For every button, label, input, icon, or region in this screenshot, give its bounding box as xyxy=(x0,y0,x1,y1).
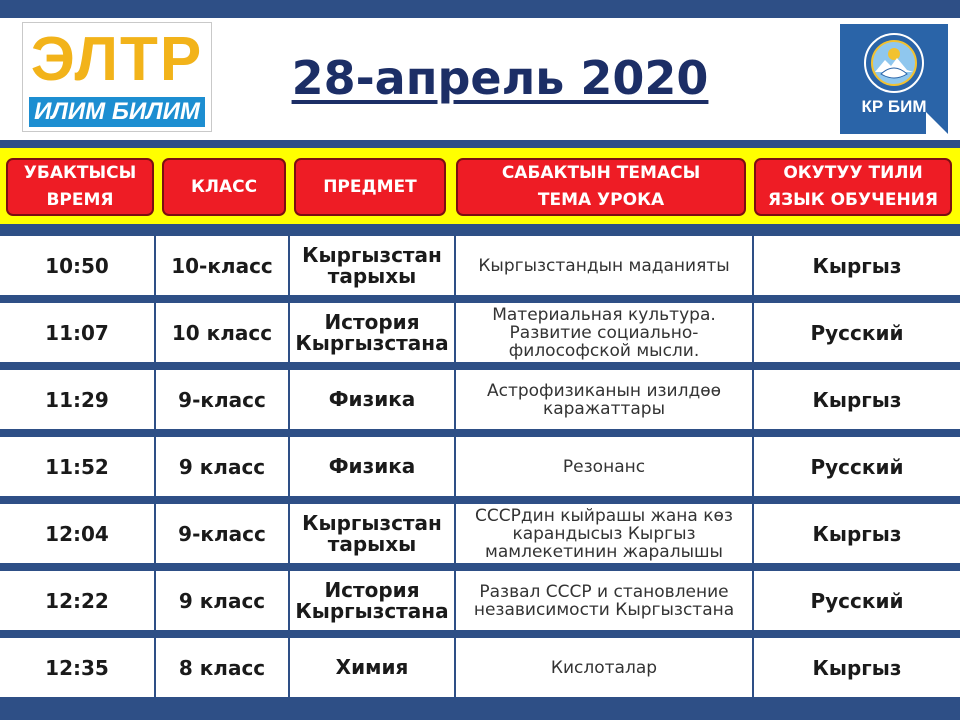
table-row xyxy=(0,504,960,563)
emblem-icon xyxy=(861,32,927,94)
topic-cell: Развал СССР и становление независимости Кыргызстана xyxy=(454,571,752,630)
table-row xyxy=(0,303,960,362)
topic-cell: Кыргызстандын маданияты xyxy=(454,236,752,295)
topic-cell: Резонанс xyxy=(454,437,752,496)
language-cell: Кыргыз xyxy=(752,370,960,429)
topic-cell: Материальная культура. Развитие социально-философской мысли. xyxy=(454,303,752,362)
column-header-subject xyxy=(294,158,446,216)
column-header-line: КЛАСС xyxy=(190,176,258,197)
language-cell: Русский xyxy=(752,437,960,496)
subject-cell: Химия xyxy=(288,638,454,697)
column-header-line: ВРЕМЯ xyxy=(46,190,114,210)
language-cell: Русский xyxy=(752,571,960,630)
class-cell: 10 класс xyxy=(154,303,288,362)
page-title: 28-апрель 2020 xyxy=(291,51,709,105)
column-header-language xyxy=(754,158,952,216)
topic-cell: СССРдин кыйрашы жана көз карандысыз Кыргыз мамлекетинин жаралышы xyxy=(454,504,752,563)
column-header-line: ЯЗЫК ОБУЧЕНИЯ xyxy=(767,190,938,210)
subject-cell: Кыргызстан тарыхы xyxy=(288,504,454,563)
time-cell: 10:50 xyxy=(45,253,109,278)
time-cell: 12:04 xyxy=(45,521,109,546)
column-header-line: ОКУТУУ ТИЛИ xyxy=(783,163,923,183)
language-cell: Кыргыз xyxy=(752,504,960,563)
language-cell: Кыргыз xyxy=(752,236,960,295)
time-cell: 11:52 xyxy=(45,454,109,479)
subject-cell: История Кыргызстана xyxy=(288,303,454,362)
column-header-class xyxy=(162,158,286,216)
column-header-line: САБАКТЫН ТЕМАСЫ xyxy=(501,163,701,183)
time-cell: 11:07 xyxy=(45,320,109,345)
table-row xyxy=(0,571,960,630)
language-cell: Кыргыз xyxy=(752,638,960,697)
time-cell: 11:29 xyxy=(45,387,109,412)
eltr-logo xyxy=(22,22,212,132)
table-row xyxy=(0,638,960,697)
column-header-time xyxy=(6,158,154,216)
column-header-line: ПРЕДМЕТ xyxy=(323,176,417,197)
language-cell: Русский xyxy=(752,303,960,362)
subject-cell: Физика xyxy=(288,437,454,496)
column-header-row xyxy=(0,144,960,228)
topic-cell: Астрофизиканын изилдөө каражаттары xyxy=(454,370,752,429)
class-cell: 8 класс xyxy=(154,638,288,697)
class-cell: 9-класс xyxy=(154,504,288,563)
table-row xyxy=(0,236,960,295)
kr-bim-text: КР БИМ xyxy=(861,97,927,116)
table-row xyxy=(0,370,960,429)
class-cell: 9 класс xyxy=(154,437,288,496)
table-row xyxy=(0,437,960,496)
subject-cell: История Кыргызстана xyxy=(288,571,454,630)
class-cell: 10-класс xyxy=(154,236,288,295)
topic-cell: Кислоталар xyxy=(454,638,752,697)
time-cell: 12:35 xyxy=(45,655,109,680)
column-header-line: УБАКТЫСЫ xyxy=(23,163,137,183)
eltr-logo-band: ИЛИМ БИЛИМ xyxy=(29,97,205,127)
class-cell: 9 класс xyxy=(154,571,288,630)
class-cell: 9-класс xyxy=(154,370,288,429)
kr-bim-logo xyxy=(840,24,948,134)
column-header-topic xyxy=(456,158,746,216)
page-fold-corner xyxy=(926,112,948,134)
subject-cell: Физика xyxy=(288,370,454,429)
subject-cell: Кыргызстан тарыхы xyxy=(288,236,454,295)
column-header-line: ТЕМА УРОКА xyxy=(537,190,665,210)
time-cell: 12:22 xyxy=(45,588,109,613)
eltr-logo-word: ЭЛТР xyxy=(30,25,204,94)
